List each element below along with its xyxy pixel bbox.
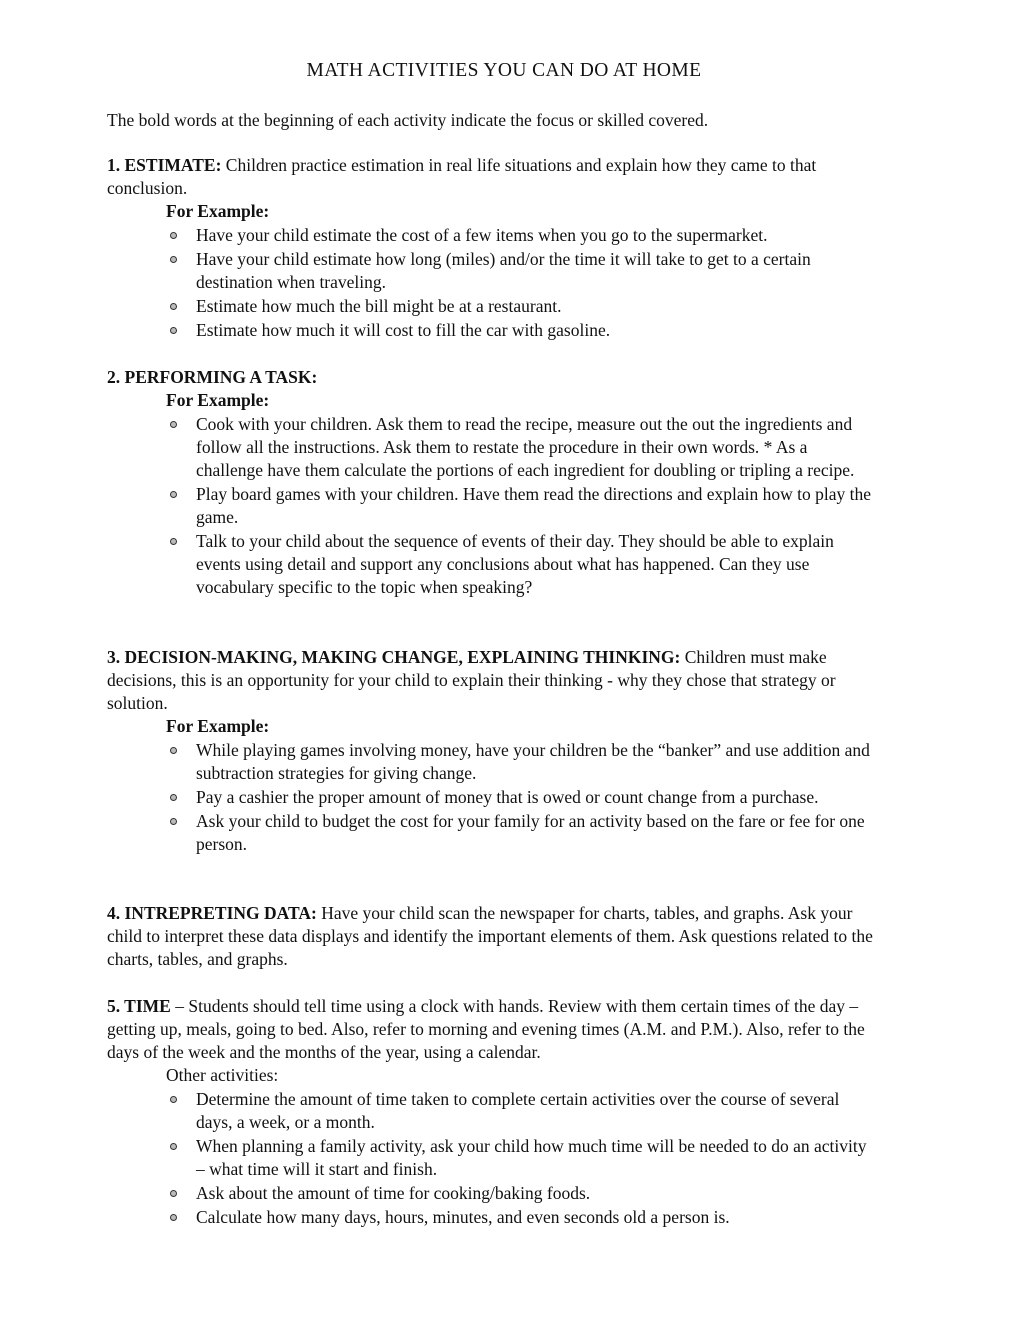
section-text: Children must make decisions, this is an opportunity for your child to explain their thinking - why they chose that strategy or solution. [107,647,836,713]
intro-text: The bold words at the beginning of each activity indicate the focus or skilled covered. [107,110,709,130]
section-paragraph [107,646,877,715]
bullet-icon [170,256,177,263]
list-item [107,786,877,809]
list-item-text: Calculate how many days, hours, minutes, and even seconds old a person is. [196,1207,730,1227]
section-text: Have your child scan the newspaper for charts, tables, and graphs. Ask your child to interpret these data displays and identify the important elements of them. Ask questions related to the charts, tables, and graphs. [107,903,873,969]
section-performing-a-task [107,366,877,600]
list-item-text: While playing games involving money, have your children be the “banker” and use addition and subtraction strategies for giving change. [196,740,870,783]
section-paragraph [107,154,877,200]
section-decision-making [107,646,877,857]
list-item [107,1206,877,1229]
example-label: For Example: [166,390,270,410]
list-item-text: Have your child estimate how long (miles) and/or the time it will take to get to a certain destination when traveling. [196,249,811,292]
section-heading: 2. PERFORMING A TASK: [107,367,318,387]
list-item-text: Estimate how much it will cost to fill the car with gasoline. [196,320,611,340]
list-item [107,810,877,856]
section-heading: 4. INTREPRETING DATA: [107,903,317,923]
section-heading: 5. TIME [107,996,171,1016]
list-item [107,1088,877,1134]
section-heading: 3. DECISION-MAKING, MAKING CHANGE, EXPLAINING THINKING: [107,647,681,667]
bullet-list [107,1088,877,1229]
list-item [107,483,877,529]
bullet-list [107,413,877,599]
list-item [107,739,877,785]
page-title: MATH ACTIVITIES YOU CAN DO AT HOME [306,60,702,81]
bullet-icon [170,747,177,754]
example-label: For Example: [166,716,270,736]
list-item-text: Ask your child to budget the cost for your family for an activity based on the fare or fee for one person. [196,811,865,854]
list-item [107,248,877,294]
bullet-icon [170,1143,177,1150]
other-activities-label: Other activities: [166,1065,279,1085]
bullet-icon [170,538,177,545]
list-item [107,319,877,342]
bullet-icon [170,1214,177,1221]
list-item-text: Have your child estimate the cost of a few items when you go to the supermarket. [196,225,768,245]
section-estimate [107,154,877,343]
list-item-text: Pay a cashier the proper amount of money that is owed or count change from a purchase. [196,787,819,807]
list-item [107,413,877,482]
list-item-text: Cook with your children. Ask them to read the recipe, measure out the out the ingredients and follow all the instructions. Ask them to restate the procedure in their own words. * As a challenge have them calculate the portions of each ingredient for doubling or tripling a recipe. [196,414,855,480]
list-item-text: Ask about the amount of time for cooking/baking foods. [196,1183,591,1203]
list-item-text: Determine the amount of time taken to complete certain activities over the course of several days, a week, or a month. [196,1089,840,1132]
bullet-icon [170,327,177,334]
list-item-text: Estimate how much the bill might be at a restaurant. [196,296,562,316]
section-time [107,995,877,1230]
section-interpreting-data [107,902,877,971]
list-item [107,295,877,318]
bullet-icon [170,303,177,310]
bullet-icon [170,1190,177,1197]
list-item [107,1135,877,1181]
bullet-icon [170,232,177,239]
list-item-text: When planning a family activity, ask your child how much time will be needed to do an activity – what time will it start and finish. [196,1136,867,1179]
bullet-icon [170,1096,177,1103]
bullet-icon [170,794,177,801]
section-text: – Students should tell time using a clock with hands. Review with them certain times of the day – getting up, meals, going to bed. Also, refer to morning and evening times (A.M. and P.M.). Also, refer to the days of the week and the months of the year, using a calendar. [107,996,865,1062]
section-paragraph [107,366,877,389]
bullet-icon [170,818,177,825]
bullet-list [107,739,877,856]
section-heading: 1. ESTIMATE: [107,155,222,175]
list-item [107,1182,877,1205]
list-item-text: Talk to your child about the sequence of events of their day. They should be able to explain events using detail and support any conclusions about what has happened. Can they use vocabulary specific to the topic when speaking? [196,531,834,597]
list-item [107,530,877,599]
list-item-text: Play board games with your children. Have them read the directions and explain how to play the game. [196,484,872,527]
section-paragraph [107,902,877,971]
list-item [107,224,877,247]
bullet-icon [170,491,177,498]
section-text: Children practice estimation in real life situations and explain how they came to that conclusion. [107,155,817,198]
bullet-list [107,224,877,342]
bullet-icon [170,421,177,428]
section-paragraph [107,995,877,1064]
example-label: For Example: [166,201,270,221]
